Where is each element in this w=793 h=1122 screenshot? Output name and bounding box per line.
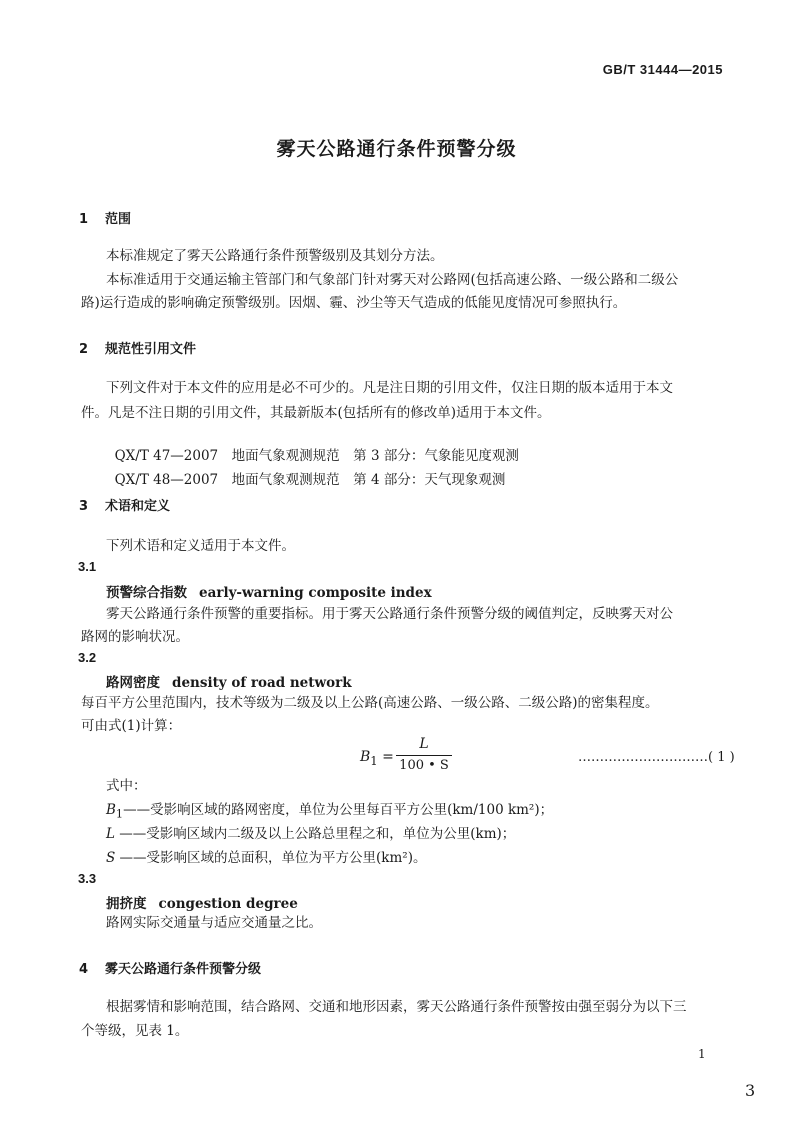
reference-code: QX/T 48—2007 bbox=[114, 472, 219, 488]
leader-dots: ………………………… bbox=[578, 750, 708, 765]
section-number: 1 bbox=[79, 212, 89, 227]
term-heading bbox=[106, 671, 352, 691]
reference-title: 地面气象观测规范 bbox=[231, 472, 340, 488]
fraction-bar bbox=[396, 755, 452, 756]
section-title: 规范性引用文件 bbox=[105, 342, 197, 357]
subsection-number: 3.1 bbox=[78, 559, 97, 574]
term-heading bbox=[106, 581, 432, 601]
term-cn: 预警综合指数 bbox=[106, 585, 187, 601]
formula bbox=[360, 736, 560, 778]
variable-definition: $B_1——$受影响区域的路网密度，单位为公里每百平方公里(km/100 km²)； bbox=[106, 802, 554, 821]
definition-line: 每百平方公里范围内，技术等级为二级及以上公路(高速公路、一级公路、二级公路)的密集程度。 bbox=[81, 695, 659, 711]
definition-line: 路网的影响状况。 bbox=[81, 629, 189, 645]
reference-part: 第 4 部分：天气现象观测 bbox=[353, 472, 506, 488]
variable-definition: S ——受影响区域的总面积，单位为平方公里(km²)。 bbox=[106, 850, 427, 866]
section-number: 3 bbox=[79, 499, 89, 514]
where-label: 式中： bbox=[106, 778, 147, 794]
formula-denominator: 100 • S bbox=[399, 758, 449, 773]
term-heading bbox=[106, 892, 298, 912]
term-cn: 路网密度 bbox=[106, 675, 160, 691]
variable-definition: L ——受影响区域内二级及以上公路总里程之和，单位为公里(km)； bbox=[106, 826, 516, 842]
equation-label: ( 1 ) bbox=[708, 750, 735, 765]
section-2-heading bbox=[79, 338, 196, 357]
definition-line: 雾天公路通行条件预警的重要指标。用于雾天公路通行条件预警分级的阈值判定，反映雾天对公 bbox=[106, 606, 673, 622]
section-number: 2 bbox=[79, 342, 89, 357]
paragraph-line: 个等级，见表 1。 bbox=[81, 1023, 189, 1039]
reference-part: 第 3 部分：气象能见度观测 bbox=[353, 448, 519, 464]
paragraph: 本标准规定了雾天公路通行条件预警级别及其划分方法。 bbox=[106, 248, 444, 264]
subsection-number: 3.2 bbox=[78, 650, 97, 665]
term-en: early-warning composite index bbox=[199, 585, 432, 601]
equation-number bbox=[578, 750, 735, 765]
section-title: 术语和定义 bbox=[105, 499, 171, 514]
page-number: 1 bbox=[698, 1047, 706, 1061]
section-number: 4 bbox=[79, 962, 89, 977]
paragraph-line: 根据雾情和影响范围，结合路网、交通和地形因素，雾天公路通行条件预警按由强至弱分为以下三 bbox=[106, 999, 687, 1015]
term-en: congestion degree bbox=[158, 896, 298, 912]
section-3-heading bbox=[79, 495, 170, 514]
reference-row bbox=[106, 452, 505, 488]
definition-line: 可由式(1)计算： bbox=[81, 718, 182, 734]
paragraph-line: 下列文件对于本文件的应用是必不可少的。凡是注日期的引用文件，仅注日期的版本适用于本文 bbox=[106, 380, 673, 396]
section-1-heading bbox=[79, 208, 131, 227]
reference-code: QX/T 47—2007 bbox=[114, 448, 219, 464]
document-page-number: 3 bbox=[745, 1081, 756, 1100]
paragraph: 下列术语和定义适用于本文件。 bbox=[106, 538, 295, 554]
subsection-number: 3.3 bbox=[78, 871, 97, 886]
formula-numerator: L bbox=[419, 736, 429, 752]
paragraph-line: 路)运行造成的影响确定预警级别。因烟、霾、沙尘等天气造成的低能见度情况可参照执行。 bbox=[81, 295, 627, 311]
section-4-heading bbox=[79, 958, 261, 977]
term-cn: 拥挤度 bbox=[106, 896, 147, 912]
formula-fraction bbox=[396, 736, 452, 773]
definition-line: 路网实际交通量与适应交通量之比。 bbox=[106, 915, 322, 931]
standard-code: GB/T 31444—2015 bbox=[602, 62, 723, 77]
paragraph-line: 本标准适用于交通运输主管部门和气象部门针对雾天对公路网(包括高速公路、一级公路和二级公 bbox=[106, 272, 679, 288]
term-en: density of road network bbox=[172, 675, 352, 691]
section-title: 范围 bbox=[105, 212, 132, 227]
section-title: 雾天公路通行条件预警分级 bbox=[105, 962, 262, 977]
formula-lhs: $B_1$ = bbox=[360, 749, 394, 768]
paragraph-line: 件。凡是不注日期的引用文件，其最新版本(包括所有的修改单)适用于本文件。 bbox=[81, 405, 551, 421]
reference-title: 地面气象观测规范 bbox=[231, 448, 340, 464]
page-title: 雾天公路通行条件预警分级 bbox=[276, 138, 517, 160]
